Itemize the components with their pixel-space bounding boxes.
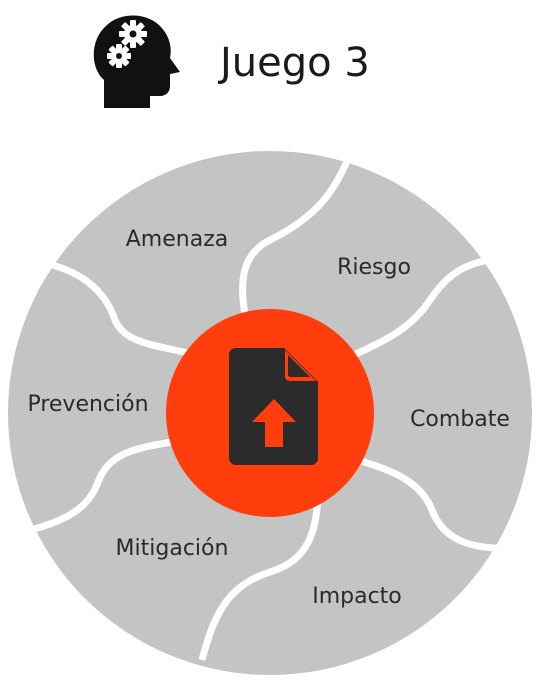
segment-label-prevencion: Prevención xyxy=(27,392,149,417)
segment-label-impacto: Impacto xyxy=(312,584,402,609)
segment-label-combate: Combate xyxy=(410,407,510,432)
head-gears-icon xyxy=(94,16,180,109)
segment-label-amenaza: Amenaza xyxy=(125,227,229,252)
puzzle-wheel xyxy=(8,150,532,675)
segment-label-mitigacion: Mitigación xyxy=(115,536,229,561)
segment-label-riesgo: Riesgo xyxy=(337,255,411,280)
page-title: Juego 3 xyxy=(220,40,370,86)
